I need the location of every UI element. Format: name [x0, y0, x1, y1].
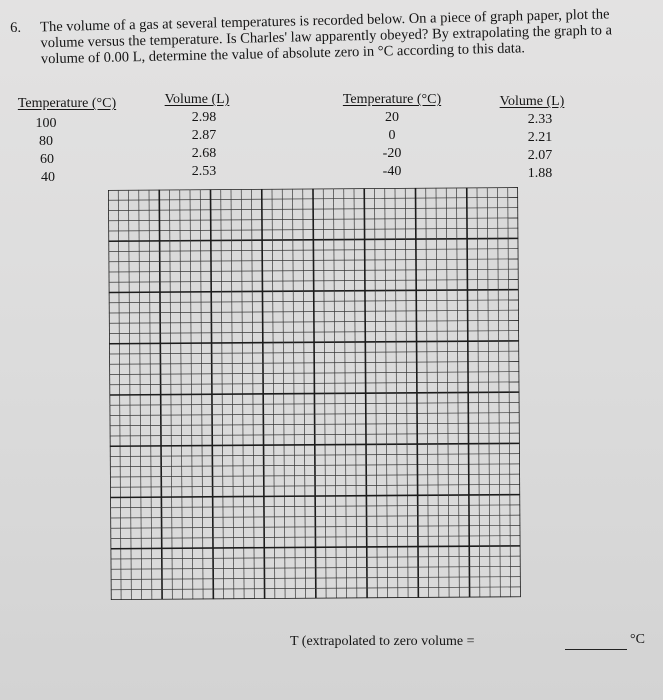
- right-temp-cell: 0: [388, 128, 396, 143]
- question-text: The volume of a gas at several temperatures is recorded below. On a piece of graph paper, plot the volume versus the temperature. Is Charles' law apparently obeyed? By extrapolating the graph to a volume of 0.00 L, determine the value of absolute zero in °C according to this data.: [39, 6, 613, 68]
- left-volume-cell: 2.68: [191, 146, 217, 161]
- left-temp-cell: 60: [40, 152, 54, 167]
- right-volume-cell: 2.21: [527, 130, 553, 145]
- graph-paper-grid: [108, 187, 521, 600]
- left-temp-cell: 100: [35, 116, 57, 131]
- answer-blank-line[interactable]: [565, 649, 627, 650]
- data-table: [0, 0, 663, 200]
- left-temp-cell: 80: [39, 134, 53, 149]
- right-volume-cell: 1.88: [527, 166, 553, 181]
- right-temp-header: Temperature (°C): [342, 92, 442, 107]
- left-volume-cell: 2.98: [191, 110, 217, 125]
- left-volume-cell: 2.53: [191, 164, 217, 179]
- right-temp-cell: -40: [382, 164, 402, 179]
- left-volume-cell: 2.87: [191, 128, 217, 143]
- left-temp-cell: 40: [41, 170, 55, 185]
- left-temp-header: Temperature (°C): [17, 96, 117, 111]
- right-volume-header: Volume (L): [499, 94, 565, 109]
- answer-label: T (extrapolated to zero volume =: [290, 634, 475, 649]
- right-volume-cell: 2.07: [527, 148, 553, 163]
- right-temp-cell: -20: [382, 146, 402, 161]
- left-volume-header: Volume (L): [164, 92, 230, 107]
- graph-grid-svg: [108, 187, 521, 600]
- right-temp-cell: 20: [385, 110, 399, 125]
- answer-unit: °C: [630, 632, 645, 647]
- right-volume-cell: 2.33: [527, 112, 553, 127]
- question-number: 6.: [10, 19, 22, 36]
